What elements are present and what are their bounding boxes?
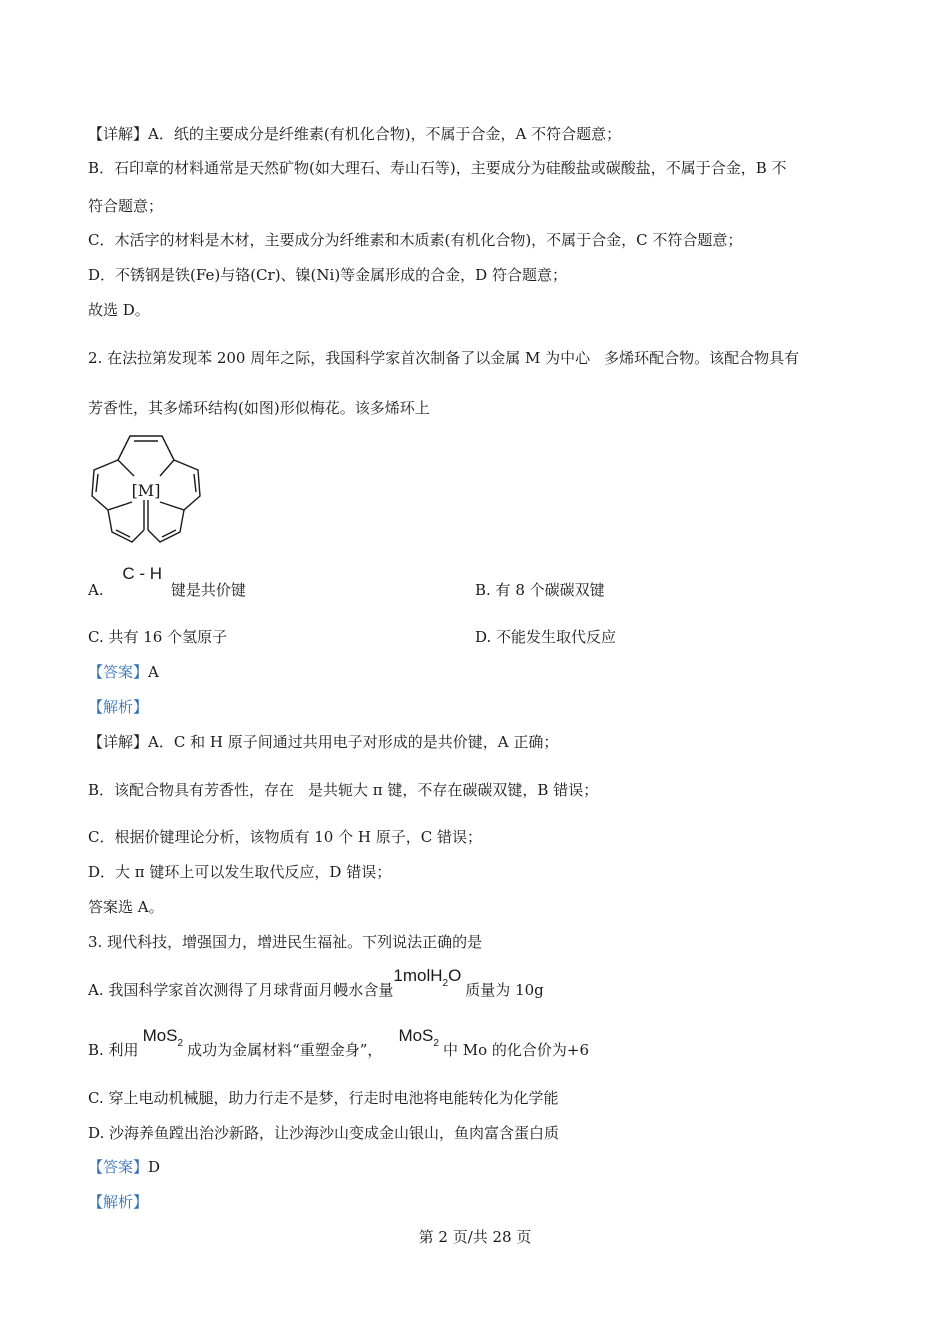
q2-detail-b: B．该配合物具有芳香性，存在 是共轭大 π 键，不存在碳碳双键，B 错误； — [88, 781, 599, 799]
answer-tag: 【答案】 — [88, 663, 149, 681]
q1-conclusion: 故选 D。 — [88, 301, 150, 319]
q2-option-c: C. 共有 16 个氢原子 — [88, 628, 228, 646]
q2-option-b: B. 有 8 个碳碳双键 — [475, 581, 605, 599]
q2-detail-a: 【详解】A．C 和 H 原子间通过共用电子对形成的是共价键，A 正确； — [88, 733, 559, 751]
q3-stem: 3. 现代科技，增强国力，增进民生福祉。下列说法正确的是 — [88, 933, 483, 951]
q2-conclusion: 答案选 A。 — [88, 898, 164, 916]
q2-answer: 【答案】A — [88, 663, 159, 681]
q1-detail-d: D．不锈钢是铁(Fe)与铬(Cr)、镍(Ni)等金属形成的合金，D 符合题意； — [88, 266, 567, 284]
q2-stem-2: 芳香性，其多烯环结构(如图)形似梅花。该多烯环上 — [88, 399, 430, 417]
metal-center-label: [M] — [131, 481, 161, 500]
ch-bond-formula: C - H — [122, 564, 163, 583]
q2-stem-1: 2. 在法拉第发现苯 200 周年之际，我国科学家首次制备了以金属 M 为中心 多烯环配合物。该配合物具有 — [88, 349, 800, 367]
q3-option-d: D. 沙海养鱼蹚出治沙新路，让沙海沙山变成金山银山，鱼肉富含蛋白质 — [88, 1124, 560, 1142]
q1-detail-b1: B．石印章的材料通常是天然矿物(如大理石、寿山石等)，主要成分为硅酸盐或碳酸盐，不属于合金，B 不 — [88, 159, 787, 177]
q2-option-d: D. 不能发生取代反应 — [475, 628, 617, 646]
ring-bonds — [118, 436, 174, 460]
q2-detail-c: C．根据价键理论分析，该物质有 10 个 H 原子，C 错误； — [88, 828, 482, 846]
detail-tag: 【详解】 — [88, 125, 149, 143]
mos2-formula: MoS$_2$ — [142, 1026, 184, 1049]
q3-analysis-tag: 【解析】 — [88, 1193, 149, 1211]
q1-detail-c: C．木活字的材料是木材，主要成分为纤维素和木质素(有机化合物)，不属于合金，C 不符合题意； — [88, 231, 743, 249]
q1-detail-a: 【详解】A．纸的主要成分是纤维素(有机化合物)，不属于合金，A 不符合题意； — [88, 125, 622, 143]
q3-option-c: C. 穿上电动机械腿，助力行走不是梦，行走时电池将电能转化为化学能 — [88, 1089, 559, 1107]
q2-analysis-tag: 【解析】 — [88, 698, 149, 716]
page-footer: 第 2 页/共 28 页 — [418, 1228, 532, 1246]
q2-option-a: A. C - H 键是共价键 — [88, 564, 246, 599]
q3-answer: 【答案】D — [88, 1158, 161, 1176]
q3-option-a: A. 我国科学家首次测得了月球背面月幔水含量1molH$_2$O质量为 10g — [88, 966, 544, 999]
q1-detail-b2: 符合题意； — [88, 197, 164, 215]
answer-tag: 【答案】 — [88, 1158, 149, 1176]
mos2-formula-2: MoS$_2$ — [398, 1026, 439, 1049]
q3-option-b: B. 利用MoS$_2$ 成功为金属材料“重塑金身”，MoS$_2$ 中 Mo 的化合价为+6 — [88, 1026, 590, 1059]
q2-detail-d: D．大 π 键环上可以发生取代反应，D 错误； — [88, 863, 392, 881]
water-formula: 1molH$_2$O — [393, 966, 462, 989]
polyene-ring-structure — [88, 430, 210, 552]
